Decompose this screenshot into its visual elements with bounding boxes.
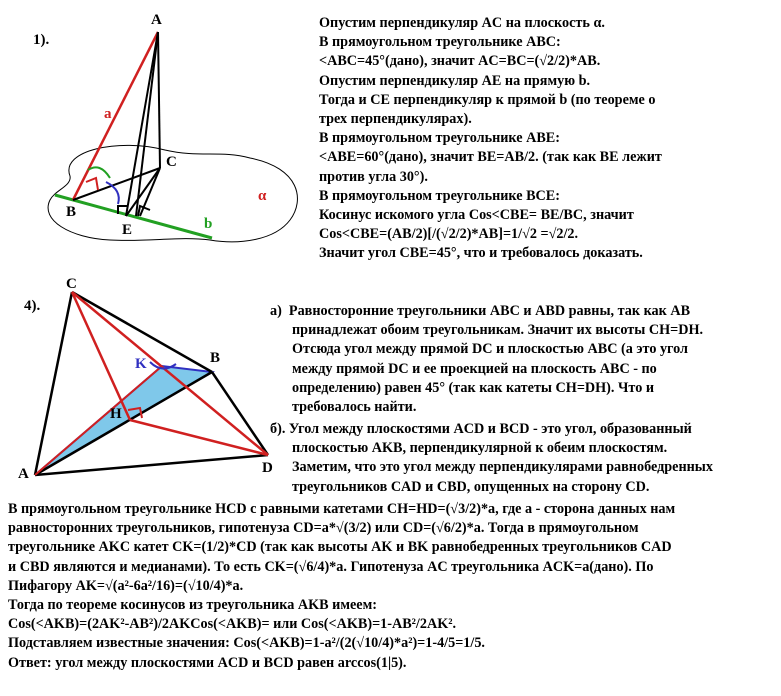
angle-arc-blue [106, 182, 119, 204]
fig1-label-b: B [66, 204, 77, 220]
solution-1-line: Косинус искомого угла Cos<CBE= BE/BC, значит [319, 207, 634, 224]
solution-1-line: <ABE=60°(дано), значит BE=AB/2. (так как BE лежит [319, 149, 662, 166]
bottom-line: равносторонних треугольников, гипотенуза CD=a*√(3/2) или CD=(√6/2)*a. Тогда в прямоугольном [8, 520, 639, 537]
fig4-label-k: K [135, 356, 147, 372]
bottom-line: Ответ: угол между плоскостями ACD и BCD равен arccos(1|5). [8, 654, 407, 671]
solution-4a-text [270, 302, 703, 417]
solution-4a-line: Отсюда угол между прямой DC и плоскостью ABC (а это угол [292, 341, 689, 358]
solution-4b-text [270, 420, 713, 497]
fig4-label-c: C [66, 276, 77, 292]
angle-arc-green [88, 167, 110, 178]
solution-4a-line: требовалось найти. [292, 399, 417, 416]
figure-1 [33, 12, 297, 242]
segment-ae [126, 32, 158, 216]
bottom-line: Cos(<AKB)=(2AK²-AB²)/2AKCos(<AKB)= или Cos(<AKB)=1-AB²/2AK². [8, 616, 457, 633]
solution-4b-line: Заметим, что это угол между перпендикулярами равнобедренных [292, 459, 713, 476]
fig1-label-e: E [122, 222, 133, 238]
bottom-line: и CBD являются и медианами). То есть CK=(√6/4)*a. Гипотенуза AC треугольника ACK=a(дано). По [8, 558, 654, 575]
solution-4b-marker: б). [270, 421, 286, 437]
fig4-label-a: A [18, 466, 29, 482]
solution-4b-continued-text [8, 500, 675, 673]
solution-4a-line: определению) равен 45° (так как катеты CH=DH). Что и [292, 379, 655, 396]
solution-4a-marker: а) [270, 303, 282, 319]
fig4-label-b: B [210, 350, 221, 366]
solution-4a-line: между прямой DC и ее проекцией на плоскость ABC - по [292, 360, 657, 377]
solution-1-text [319, 14, 662, 264]
fig1-label-alpha: α [258, 188, 267, 204]
solution-4b-line: Угол между плоскостями ACD и BCD - это угол, образованный [288, 421, 692, 437]
edge-ad [35, 455, 268, 475]
fig1-label-a-vertex: A [151, 12, 162, 28]
fig1-label-c: C [166, 154, 177, 170]
line-b [55, 195, 212, 238]
fig4-label-d: D [262, 460, 273, 476]
bottom-line: Пифагору AK=√(a²-6a²/16)=(√10/4)*a. [8, 577, 244, 594]
solution-1-line: против угла 30°). [319, 168, 428, 185]
fig4-number: 4). [24, 298, 41, 314]
right-angle-red [86, 178, 98, 190]
segment-ae2 [136, 32, 158, 216]
figure-4 [18, 276, 273, 482]
solution-1-line: Опустим перпендикуляр AC на плоскость α. [319, 15, 605, 31]
solution-1-line: Тогда и CE перпендикуляр к прямой b (по теореме о [319, 91, 656, 108]
solution-1-line: В прямоугольном треугольнике ABE: [319, 130, 560, 147]
fig1-label-line-b: b [204, 216, 213, 232]
solution-1-line: В прямоугольном треугольнике BCE: [319, 187, 560, 204]
solution-1-line: Опустим перпендикуляр AE на прямую b. [319, 72, 591, 89]
bottom-line: Тогда по теореме косинусов из треугольника AKB имеем: [8, 597, 377, 614]
bottom-line: В прямоугольном треугольнике HCD с равными катетами CH=HD=(√3/2)*а, где а - сторона данных нам [8, 501, 676, 517]
solution-1-line: Cos<CBE=(AB/2)[/(√2/2)*AB]=1/√2 =√2/2. [319, 226, 579, 243]
fig4-label-h: H [110, 406, 122, 422]
solution-1-line: Значит угол CBE=45°, что и требовалось доказать. [319, 245, 643, 262]
solution-4b-line: треугольников CAD и CBD, опущенных на сторону CD. [292, 478, 650, 495]
solution-1-line: <ABC=45°(дано), значит AC=BC=(√2/2)*AB. [319, 53, 601, 70]
fig1-number: 1). [33, 32, 50, 48]
line-a [73, 32, 158, 200]
solution-1-line: В прямоугольном треугольнике ABC: [319, 34, 561, 51]
solution-1-line: трех перпендикулярах). [319, 111, 472, 128]
bottom-line: Подставляем известные значения: Cos(<AKB)=1-a²/(2(√10/4)*a²)=1-4/5=1/5. [8, 635, 485, 652]
solution-4a-line: Равносторонние треугольники ABC и ABD равны, так как AB [288, 303, 691, 319]
bottom-line: треугольнике AKC катет CK=(1/2)*CD (так как высоты AK и BK равнобедренных треугольников CAD [8, 539, 672, 556]
solution-4b-line: плоскостью AKB, перпендикулярной к обеим плоскостям. [292, 440, 668, 457]
fig1-label-line-a: a [104, 106, 112, 122]
segment-ac [158, 32, 160, 168]
solution-4a-line: принадлежат обоим треугольникам. Значит их высоты CH=DH. [292, 322, 704, 339]
